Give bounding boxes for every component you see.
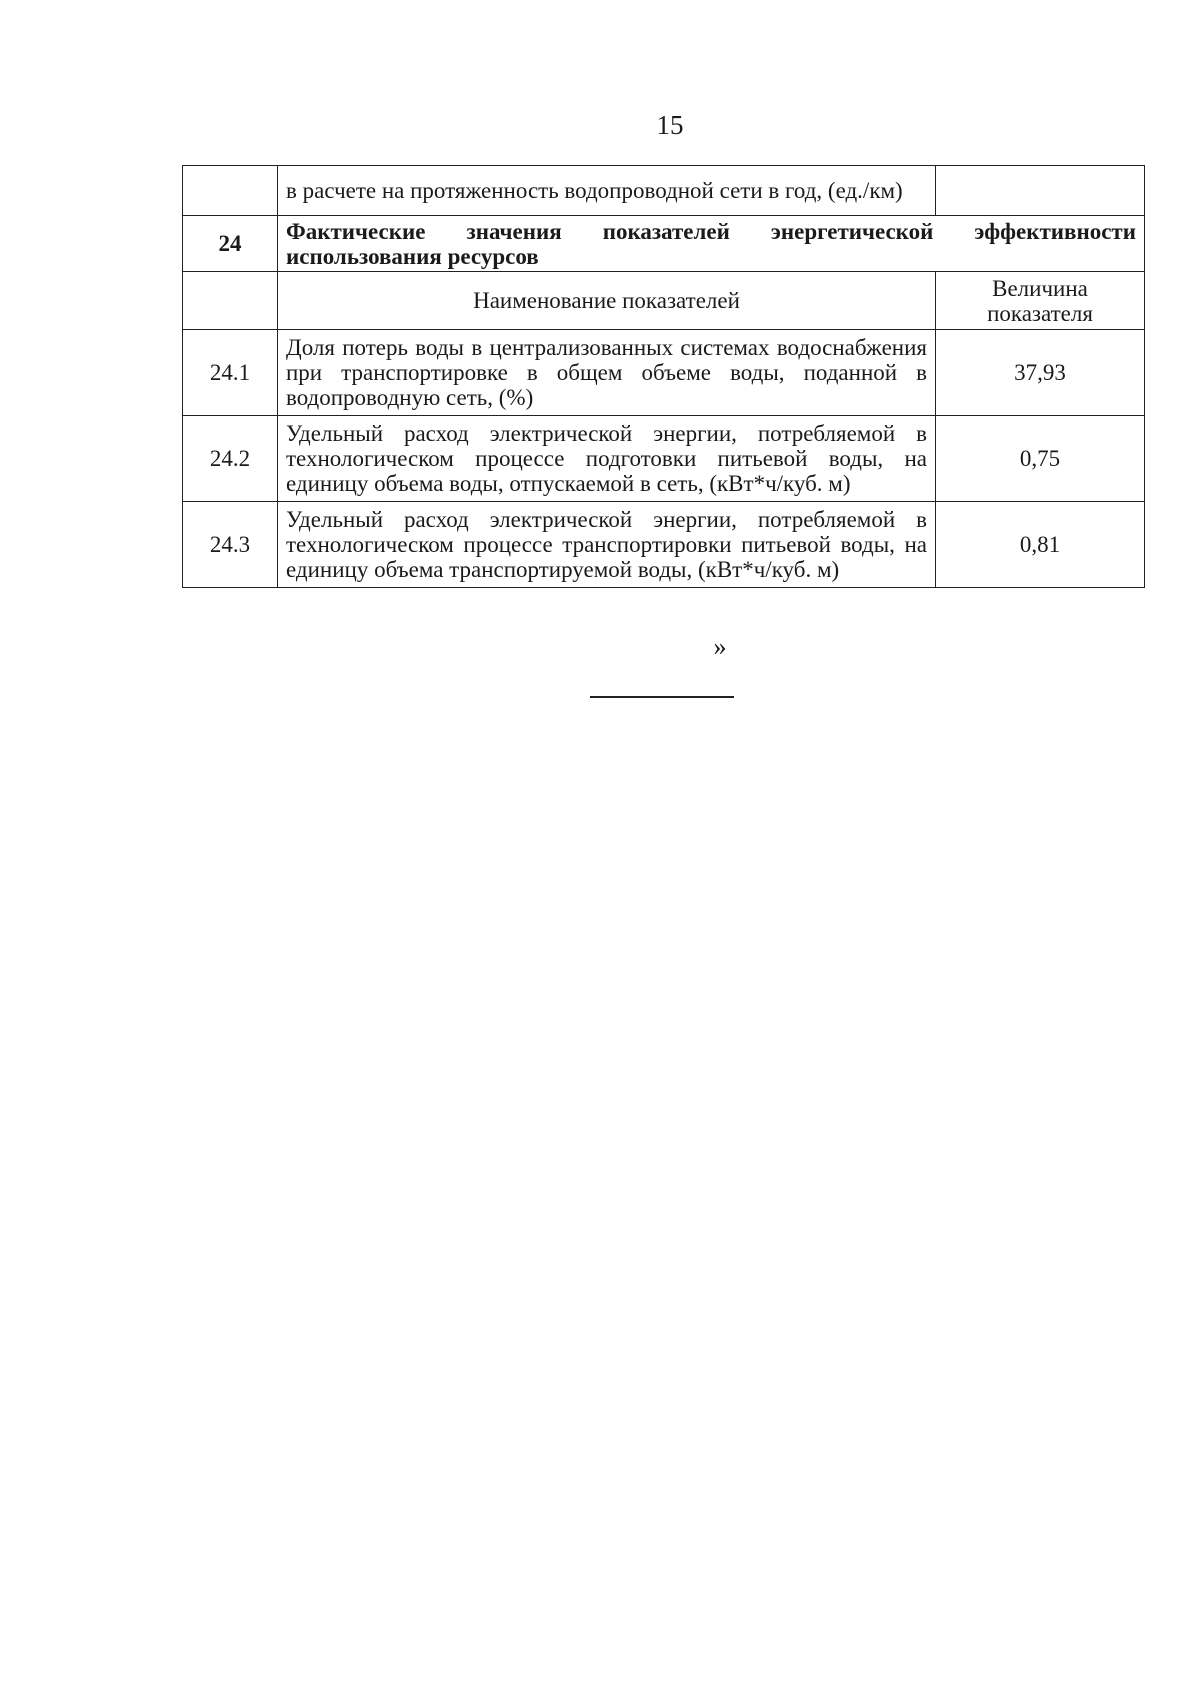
table-row [183, 502, 1145, 588]
indicators-table [182, 165, 1145, 588]
row-name: Удельный расход электрической энергии, потребляемой в технологическом процессе подготовки питьевой воды, на единицу объема воды, отпускаемой в сеть, (кВт*ч/куб. м) [278, 416, 936, 502]
row-name: Удельный расход электрической энергии, потребляемой в технологическом процессе транспортировки питьевой воды, на единицу объема транспортируемой воды, (кВт*ч/куб. м) [278, 502, 936, 588]
continuation-row-name: в расчете на протяженность водопроводной сети в год, (ед./км) [278, 166, 936, 216]
section-number: 24 [183, 216, 278, 272]
row-number: 24.2 [183, 416, 278, 502]
row-number: 24.3 [183, 502, 278, 588]
row-value: 37,93 [936, 330, 1145, 416]
table-row [183, 416, 1145, 502]
page-number: 15 [656, 110, 684, 140]
continuation-row-value [936, 166, 1145, 216]
closing-rule-divider [590, 696, 734, 698]
header-name-cell: Наименование показателей [278, 272, 936, 330]
continuation-row [183, 166, 1145, 216]
section-row [183, 216, 1145, 272]
continuation-row-number [183, 166, 278, 216]
row-name: Доля потерь воды в централизованных системах водоснабжения при транспортировке в общем объеме воды, поданной в водопроводную сеть, (%) [278, 330, 936, 416]
header-value-cell: Величина показателя [936, 272, 1145, 330]
section-title: Фактические значения показателей энергетической эффективности использования ресурсов [278, 216, 1145, 272]
table-header-row [183, 272, 1145, 330]
row-value: 0,75 [936, 416, 1145, 502]
table-row [183, 330, 1145, 416]
closing-quote-mark: » [713, 632, 727, 661]
row-value: 0,81 [936, 502, 1145, 588]
row-number: 24.1 [183, 330, 278, 416]
header-number-cell [183, 272, 278, 330]
